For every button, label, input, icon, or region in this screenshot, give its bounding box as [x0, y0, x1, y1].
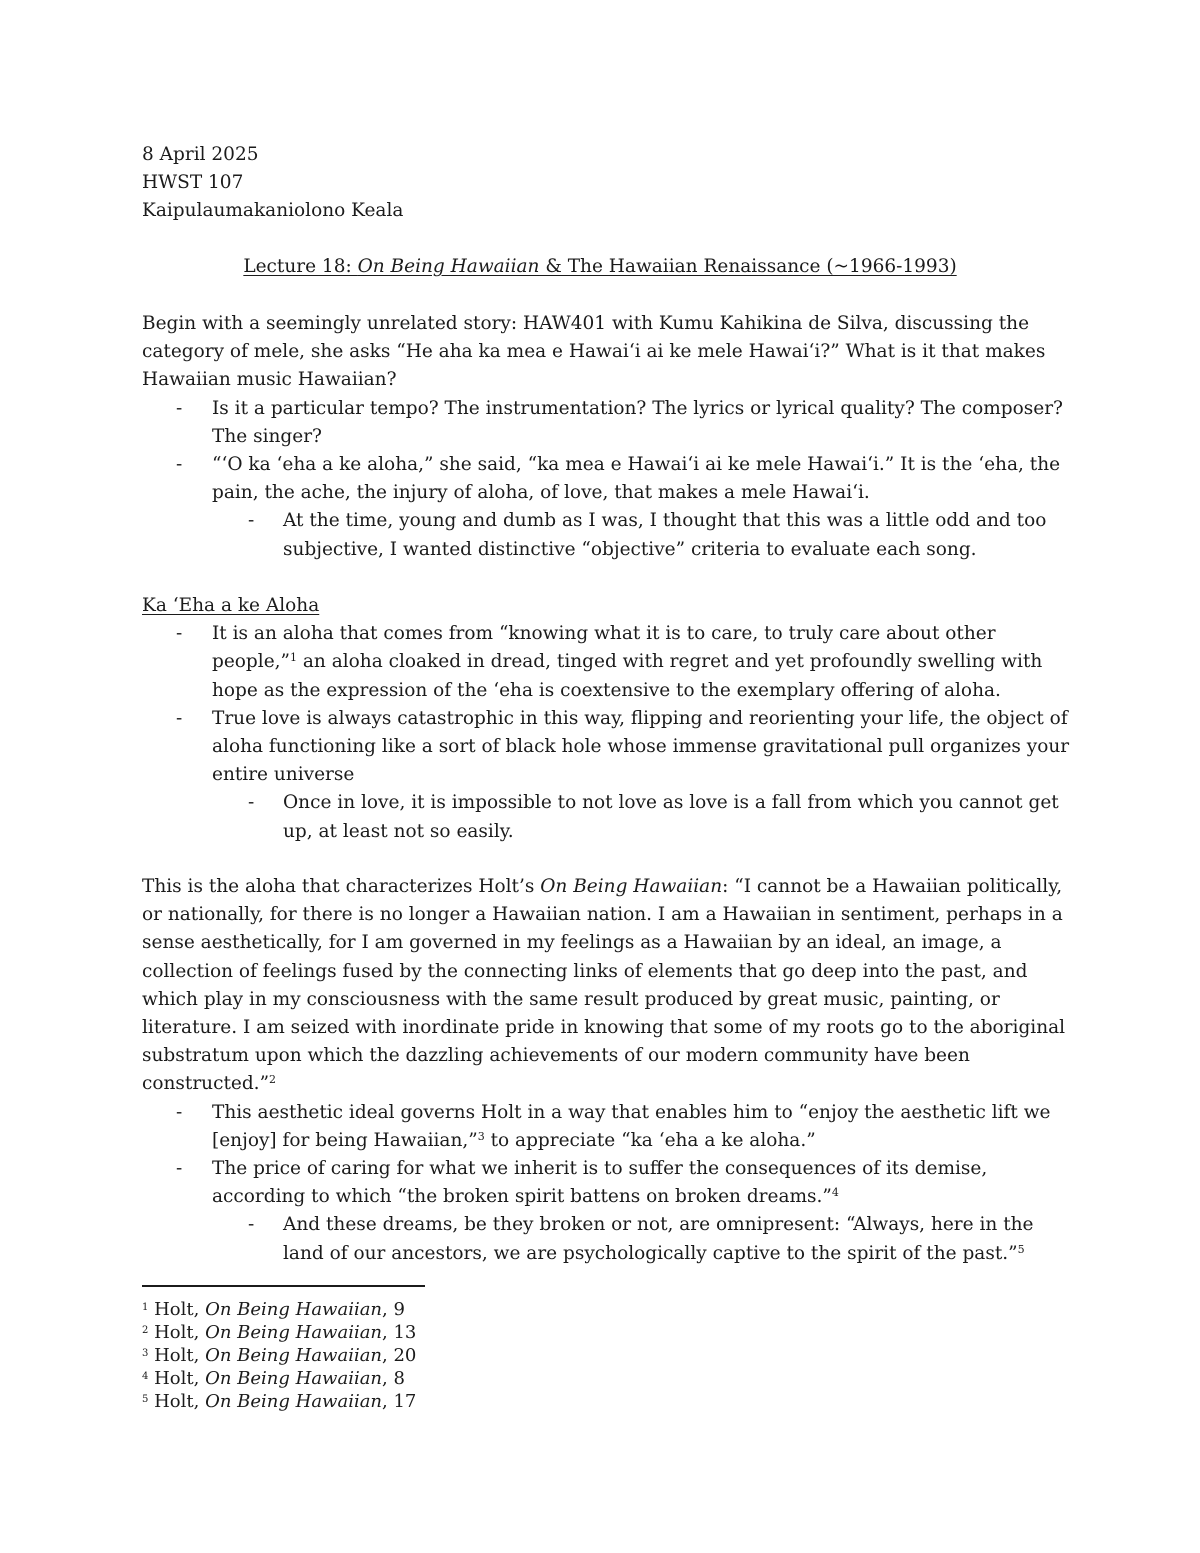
intro-paragraph: Begin with a seemingly unrelated story: HAW401 with Kumu Kahikina de Silva, discussing the category of mele, she asks “He aha ka mea e Hawaiʻi ai ke mele Hawaiʻi?” What is it that makes Hawaiian music Hawaiian?: [142, 313, 1046, 391]
sub-list-item: [142, 1211, 1072, 1267]
list-item-text: Is it a particular tempo? The instrumentation? The lyrics or lyrical quality? The composer? The singer?: [212, 397, 1063, 447]
sub-list-item: [142, 789, 1072, 845]
footnote: $^1$ Holt, On Being Hawaiian, 9: [142, 1299, 405, 1320]
list-item: [142, 620, 1072, 705]
footnote-ref[interactable]: 2: [269, 1073, 277, 1087]
bullet-dash: -: [248, 510, 255, 532]
title-suffix: & The Hawaiian Renaissance (~1966-1993): [539, 256, 957, 277]
footnote-separator: [142, 1285, 425, 1287]
footnote-ref[interactable]: 3: [477, 1129, 485, 1143]
list-item-text: It is an aloha that comes from “knowing what it is to care, to truly care about other people,”: [212, 623, 996, 673]
list-item-text: This aesthetic ideal governs Holt in a way that enables him to “enjoy the aesthetic lift we [enjoy] for being Hawaiian,”: [212, 1101, 1051, 1151]
holt-section: [142, 873, 1072, 1268]
list-item-text: At the time, young and dumb as I was, I thought that this was a little odd and too subjective, I wanted distinctive “objective” criteria to evaluate each song.: [283, 510, 1047, 560]
footnote: $^2$ Holt, On Being Hawaiian, 13: [142, 1322, 417, 1343]
bullet-dash: -: [176, 707, 183, 729]
document-header: [142, 141, 403, 226]
lecture-title: [0, 253, 1200, 281]
bullet-dash: -: [176, 623, 183, 645]
bullet-dash: -: [248, 792, 255, 814]
list-item-text: True love is always catastrophic in this way, flipping and reorienting your life, the object of aloha functioning like a sort of black hole whose immense gravitational pull organizes your entire universe: [212, 707, 1070, 786]
list-item: [142, 395, 1072, 451]
book-title: On Being Hawaiian: [540, 876, 723, 897]
author-line: Kaipulaumakaniolono Keala: [142, 200, 404, 222]
intro-section: [142, 310, 1072, 564]
list-item: [142, 451, 1072, 507]
section-heading: Ka ʻEha a ke Aloha: [142, 595, 320, 616]
bullet-dash: -: [176, 1101, 183, 1123]
footnote-ref[interactable]: 1: [289, 651, 297, 665]
list-item-text: to appreciate “ka ʻeha a ke aloha.”: [484, 1129, 816, 1151]
date-line: 8 April 2025: [142, 144, 259, 165]
sub-list-item: [142, 507, 1072, 563]
footnotes: [142, 1298, 416, 1413]
list-item-text: Once in love, it is impossible to not love as love is a fall from which you cannot get up, at least not so easily.: [283, 792, 1059, 842]
title-prefix: Lecture 18:: [243, 256, 358, 277]
title-book: On Being Hawaiian: [357, 256, 540, 277]
list-item-text: “ʻO ka ʻeha a ke aloha,” she said, “ka mea e Hawaiʻi ai ke mele Hawaiʻi.” It is the ʻeha, the pain, the ache, the injury of aloha, of love, that makes a mele Hawaiʻi.: [212, 454, 1061, 504]
list-item-text: an aloha cloaked in dread, tinged with regret and yet profoundly swelling with hope as the expression of the ʻeha is coextensive to the exemplary offering of aloha.: [212, 651, 1043, 701]
holt-paragraph: This is the aloha that characterizes Holt’s On Being Hawaiian: “I cannot be a Hawaiian politically, or nationally, for there is no longer a Hawaiian nation. I am a Hawaiian in sentiment, perhaps in a sense aesthetically, for I am governed in my feelings as a Hawaiian by an ideal, an image, a collection of feelings fused by the connecting links of elements that go deep into the past, and which play in my consciousness with the same result produced by great music, painting, or literature. I am seized with inordinate pride in knowing that some of my roots go to the aboriginal substratum upon which the dazzling achievements of our modern community have been constructed.”$^2$: [142, 876, 1066, 1095]
list-item-text: The price of caring for what we inherit is to suffer the consequences of its demise, according to which “the broken spirit battens on broken dreams.”: [212, 1158, 988, 1208]
course-line: HWST 107: [142, 172, 244, 194]
footnote: $^5$ Holt, On Being Hawaiian, 17: [142, 1391, 417, 1412]
aloha-section: [142, 592, 1072, 846]
bullet-dash: -: [176, 1158, 183, 1180]
footnote: $^3$ Holt, On Being Hawaiian, 20: [142, 1345, 417, 1366]
footnote-ref[interactable]: 5: [1017, 1242, 1025, 1256]
list-item-text: And these dreams, be they broken or not, are omnipresent: “Always, here in the land of our ancestors, we are psychologically captive to the spirit of the past.”: [283, 1214, 1034, 1264]
bullet-dash: -: [248, 1214, 255, 1236]
list-item: [142, 1099, 1072, 1155]
list-item: [142, 705, 1072, 790]
bullet-dash: -: [176, 454, 183, 476]
list-item: [142, 1155, 1072, 1211]
bullet-dash: -: [176, 397, 183, 419]
footnote-ref[interactable]: 4: [831, 1186, 839, 1200]
footnote: $^4$ Holt, On Being Hawaiian, 8: [142, 1368, 405, 1389]
